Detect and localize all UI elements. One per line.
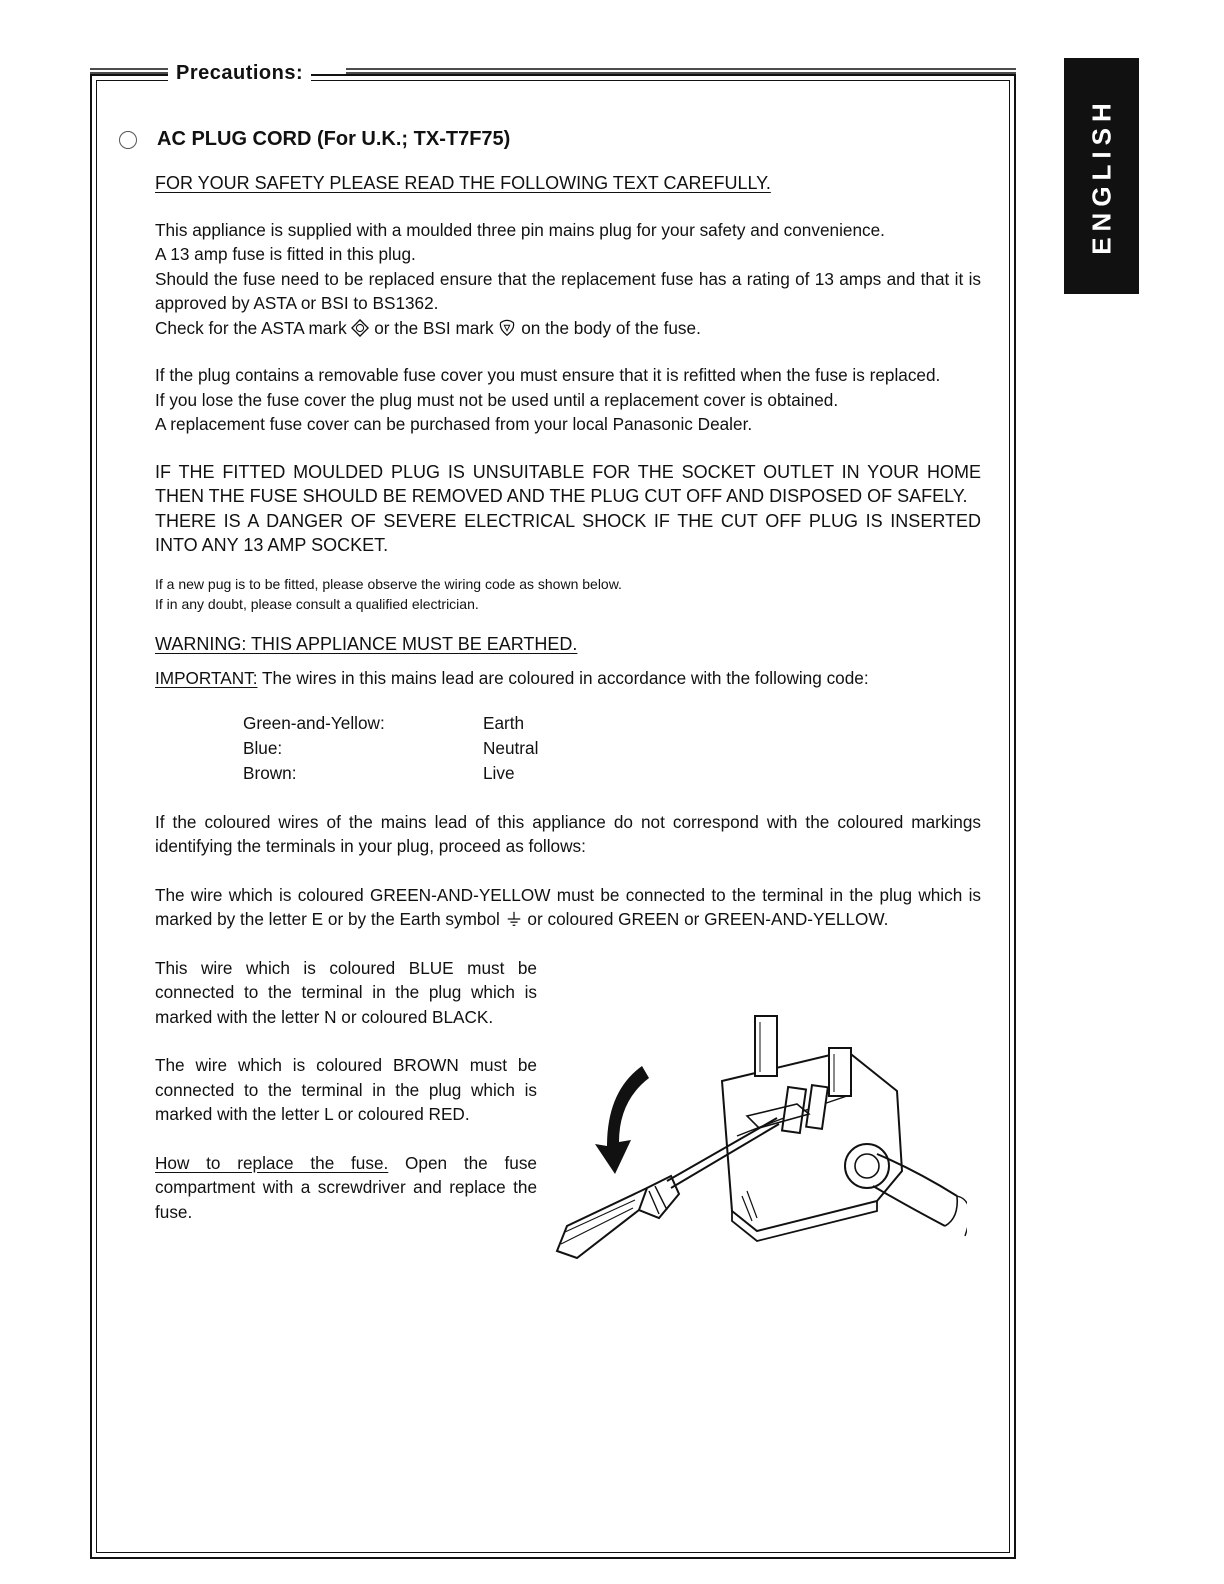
replace-fuse-text: Open the fuse compartment with a screwdriver and replace the fuse. [155, 1152, 537, 1222]
paragraph-plug-info [155, 218, 981, 341]
paragraph-small-note [155, 574, 981, 614]
safety-notice: FOR YOUR SAFETY PLEASE READ THE FOLLOWING TEXT CAREFULLY. [155, 173, 771, 193]
wire-meaning: Neutral [483, 737, 539, 758]
table-row [243, 761, 981, 786]
section-heading [157, 128, 981, 151]
wire-colour: Blue: [243, 737, 283, 758]
wire-colour: Green-and-Yellow: [243, 712, 385, 733]
text-span: Check for the ASTA mark [155, 317, 347, 338]
text-span: on the body of the fuse. [521, 317, 701, 338]
wire-meaning: Live [483, 762, 515, 783]
paragraph-fuse-cover [155, 363, 981, 437]
language-tab-label: ENGLISH [1086, 97, 1116, 255]
text-line: This appliance is supplied with a moulded three pin mains plug for your safety and convenience. [155, 219, 885, 240]
text-line: If in any doubt, please consult a qualified electrician. [155, 595, 479, 612]
important-paragraph [155, 666, 981, 691]
text-span: or the BSI mark [374, 317, 494, 338]
paragraph-green-yellow [155, 883, 981, 932]
text-line: A 13 amp fuse is fitted in this plug. [155, 244, 416, 264]
text-span: The wire which is coloured GREEN-AND-YELLOW must be connected to the terminal in the plug which is marked by the letter E or by the Earth symbol [155, 884, 981, 929]
circle-bullet-icon [119, 131, 137, 149]
plug-illustration-area [537, 956, 981, 1225]
precautions-title: Precautions: [168, 62, 311, 85]
text-line: If a new pug is to be fitted, please observe the wiring code as shown below. [155, 575, 622, 592]
paragraph-mismatch: If the coloured wires of the mains lead of this appliance do not correspond with the coloured markings identifying the terminals in your plug, proceed as follows: [155, 811, 981, 856]
wire-code-table [243, 711, 981, 786]
paragraph-blue: This wire which is coloured BLUE must be connected to the terminal in the plug which is marked with the letter N or coloured BLACK. [155, 957, 537, 1027]
text-line [155, 316, 981, 341]
paragraph-brown: The wire which is coloured BROWN must be connected to the terminal in the plug which is marked with the letter L or coloured RED. [155, 1055, 537, 1124]
important-label: IMPORTANT: [155, 668, 258, 688]
table-row [243, 711, 981, 736]
paragraph-replace-fuse [155, 1151, 537, 1225]
plug-screwdriver-illustration [547, 996, 967, 1276]
text-line: A replacement fuse cover can be purchased from your local Panasonic Dealer. [155, 414, 753, 434]
important-text: The wires in this mains lead are coloured in accordance with the following code: [257, 668, 869, 688]
wire-colour: Brown: [243, 762, 297, 783]
text-span: or coloured GREEN or GREEN-AND-YELLOW. [527, 909, 889, 929]
main-content [155, 128, 981, 1224]
text-line: THERE IS A DANGER OF SEVERE ELECTRICAL SHOCK IF THE CUT OFF PLUG IS INSERTED INTO ANY 13 AMP SOCKET. [155, 510, 981, 555]
warning-earthed: WARNING: THIS APPLIANCE MUST BE EARTHED. [155, 633, 578, 654]
wire-meaning: Earth [483, 712, 525, 733]
text-line: Should the fuse need to be replaced ensure that the replacement fuse has a rating of 13 amps and that it is approved by ASTA or BSI to BS1362. [155, 268, 981, 313]
table-row [243, 736, 981, 761]
language-tab [1064, 58, 1139, 294]
paragraph-danger [155, 460, 981, 558]
text-line: If you lose the fuse cover the plug must not be used until a replacement cover is obtained. [155, 389, 839, 410]
earth-symbol-icon [505, 910, 523, 928]
asta-mark-icon [351, 319, 369, 337]
section-heading-text: AC PLUG CORD (For U.K.; TX-T7F75) [157, 128, 511, 150]
replace-fuse-label: How to replace the fuse. [155, 1152, 389, 1173]
wire-instructions-block [155, 956, 981, 1225]
text-line: IF THE FITTED MOULDED PLUG IS UNSUITABLE FOR THE SOCKET OUTLET IN YOUR HOME THEN THE FUSE SHOULD BE REMOVED AND THE PLUG CUT OFF AND DISPOSED OF SAFELY. [155, 461, 981, 506]
text-line: If the plug contains a removable fuse cover you must ensure that it is refitted when the fuse is replaced. [155, 365, 941, 385]
wire-instructions-text [155, 956, 537, 1225]
bsi-mark-icon [498, 319, 516, 337]
